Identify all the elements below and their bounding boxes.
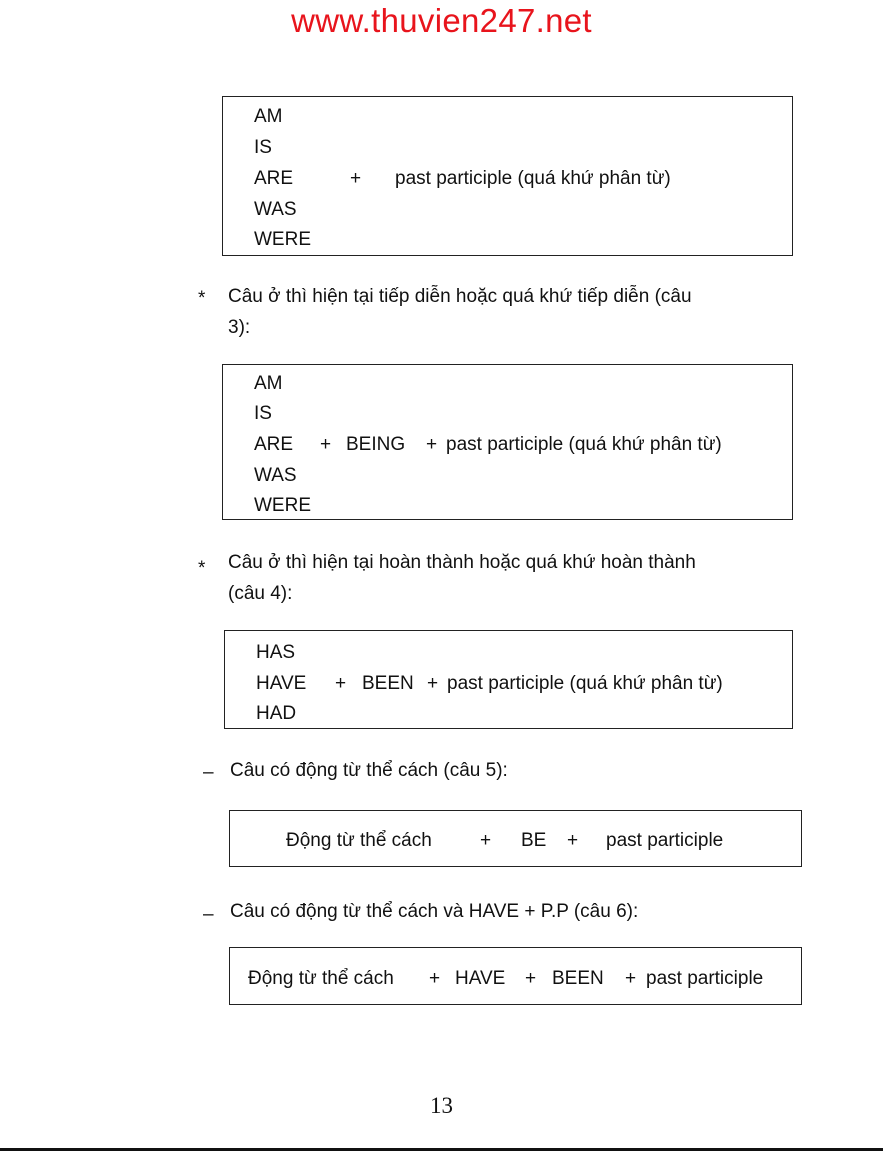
plus-sign: + <box>567 830 579 851</box>
aux-were: WERE <box>254 229 311 250</box>
modal-verb-label: Động từ thể cách <box>248 968 394 989</box>
past-participle-label: past participle (quá khứ phân từ) <box>447 673 723 694</box>
bullet-modal-text: Câu có động từ thể cách (câu 5): <box>230 760 508 781</box>
plus-sign: + <box>427 673 439 694</box>
plus-sign: + <box>320 434 332 455</box>
being-label: BEING <box>346 434 406 455</box>
plus-sign: + <box>525 968 537 989</box>
bullet-marker: * <box>198 558 206 579</box>
aux-has: HAS <box>256 642 296 663</box>
plus-sign: + <box>429 968 441 989</box>
aux-had: HAD <box>256 703 297 724</box>
plus-sign: + <box>426 434 438 455</box>
aux-were: WERE <box>254 495 311 516</box>
aux-was: WAS <box>254 199 297 220</box>
dash-marker: – <box>203 904 214 925</box>
bullet-continuous-line2: 3): <box>228 317 251 338</box>
page-number: 13 <box>430 1093 453 1118</box>
aux-are: ARE <box>254 434 294 455</box>
dash-marker: – <box>203 762 214 783</box>
aux-am: AM <box>254 106 283 127</box>
plus-sign: + <box>350 168 362 189</box>
plus-sign: + <box>480 830 492 851</box>
be-label: BE <box>521 830 547 851</box>
past-participle-label: past participle <box>646 968 764 989</box>
bullet-marker: * <box>198 288 206 309</box>
aux-am: AM <box>254 373 283 394</box>
watermark-url: www.thuvien247.net <box>291 2 592 39</box>
past-participle-label: past participle (quá khứ phân từ) <box>395 168 671 189</box>
aux-is: IS <box>254 403 272 424</box>
been-label: BEEN <box>552 968 604 989</box>
plus-sign: + <box>625 968 637 989</box>
plus-sign: + <box>335 673 347 694</box>
bullet-perfect-line1: Câu ở thì hiện tại hoàn thành hoặc quá khứ hoàn thành <box>228 552 696 573</box>
aux-was: WAS <box>254 465 297 486</box>
past-participle-label: past participle <box>606 830 724 851</box>
bullet-continuous-line1: Câu ở thì hiện tại tiếp diễn hoặc quá khứ tiếp diễn (câu <box>228 286 692 307</box>
aux-is: IS <box>254 137 272 158</box>
past-participle-label: past participle (quá khứ phân từ) <box>446 434 722 455</box>
aux-are: ARE <box>254 168 294 189</box>
have-label: HAVE <box>455 968 506 989</box>
modal-verb-label: Động từ thể cách <box>286 830 432 851</box>
been-label: BEEN <box>362 673 414 694</box>
bullet-modal-have-text: Câu có động từ thể cách và HAVE + P.P (câu 6): <box>230 901 639 922</box>
aux-have: HAVE <box>256 673 307 694</box>
bullet-perfect-line2: (câu 4): <box>228 583 293 604</box>
